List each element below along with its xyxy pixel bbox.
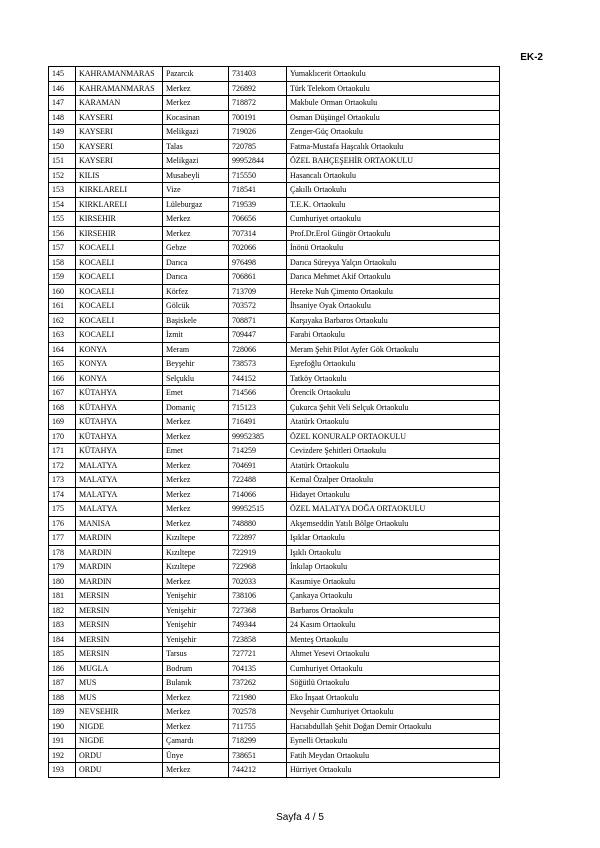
table-row	[49, 589, 500, 604]
school-code-cell: 719026	[229, 125, 287, 140]
province-cell: NEVSEHIR	[76, 705, 163, 720]
school-code-cell: 727721	[229, 647, 287, 662]
district-cell: Darıca	[163, 255, 229, 270]
school-name-cell: Hürriyet Ortaokulu	[287, 763, 500, 778]
district-cell: Talas	[163, 139, 229, 154]
row-number-cell: 184	[49, 632, 76, 647]
school-name-cell: Darıca Süreyya Yalçın Ortaokulu	[287, 255, 500, 270]
table-row	[49, 139, 500, 154]
school-code-cell: 704135	[229, 661, 287, 676]
district-cell: Yenişehir	[163, 632, 229, 647]
school-code-cell: 709447	[229, 328, 287, 343]
table-row	[49, 690, 500, 705]
province-cell: KAHRAMANMARAS	[76, 67, 163, 82]
province-cell: MERSIN	[76, 603, 163, 618]
row-number-cell: 162	[49, 313, 76, 328]
row-number-cell: 181	[49, 589, 76, 604]
school-name-cell: Eko İnşaat Ortaokulu	[287, 690, 500, 705]
row-number-cell: 157	[49, 241, 76, 256]
district-cell: Pazarcık	[163, 67, 229, 82]
school-code-cell: 748880	[229, 516, 287, 531]
table-row	[49, 618, 500, 633]
table-row	[49, 647, 500, 662]
row-number-cell: 145	[49, 67, 76, 82]
province-cell: MUGLA	[76, 661, 163, 676]
district-cell: Merkez	[163, 705, 229, 720]
province-cell: KAYSERI	[76, 125, 163, 140]
table-row	[49, 676, 500, 691]
province-cell: NIGDE	[76, 719, 163, 734]
school-code-cell: 744212	[229, 763, 287, 778]
school-code-cell: 744152	[229, 371, 287, 386]
school-name-cell: Cumhuriyet ortaokulu	[287, 212, 500, 227]
district-cell: Bodrum	[163, 661, 229, 676]
province-cell: MERSIN	[76, 589, 163, 604]
row-number-cell: 160	[49, 284, 76, 299]
school-name-cell: Osman Düşüngel Ortaokulu	[287, 110, 500, 125]
school-name-cell: Barbaros Ortaokulu	[287, 603, 500, 618]
province-cell: MERSIN	[76, 632, 163, 647]
schools-table	[48, 66, 500, 778]
district-cell: Kocasinan	[163, 110, 229, 125]
school-code-cell: 721980	[229, 690, 287, 705]
province-cell: KOCAELI	[76, 284, 163, 299]
province-cell: KOCAELI	[76, 241, 163, 256]
table-row	[49, 603, 500, 618]
district-cell: Meram	[163, 342, 229, 357]
province-cell: KILIS	[76, 168, 163, 183]
district-cell: Yenişehir	[163, 589, 229, 604]
table-row	[49, 632, 500, 647]
school-name-cell: Ahmet Yesevi Ortaokulu	[287, 647, 500, 662]
school-code-cell: 99952844	[229, 154, 287, 169]
school-name-cell: Fatih Meydan Ortaokulu	[287, 748, 500, 763]
table-row	[49, 284, 500, 299]
school-name-cell: Prof.Dr.Erol Güngör Ortaokulu	[287, 226, 500, 241]
province-cell: MANISA	[76, 516, 163, 531]
table-row	[49, 357, 500, 372]
province-cell: MERSIN	[76, 618, 163, 633]
school-name-cell: Çakıllı Ortaokulu	[287, 183, 500, 198]
district-cell: Merkez	[163, 719, 229, 734]
table-row	[49, 371, 500, 386]
table-row	[49, 328, 500, 343]
school-name-cell: Kemal Özalper Ortaokulu	[287, 473, 500, 488]
row-number-cell: 190	[49, 719, 76, 734]
school-code-cell: 714566	[229, 386, 287, 401]
district-cell: Musabeyli	[163, 168, 229, 183]
school-name-cell: Çukurca Şehit Veli Selçuk Ortaokulu	[287, 400, 500, 415]
school-name-cell: Örencik Ortaokulu	[287, 386, 500, 401]
school-code-cell: 714259	[229, 444, 287, 459]
district-cell: Merkez	[163, 458, 229, 473]
school-name-cell: Tatköy Ortaokulu	[287, 371, 500, 386]
table-row	[49, 415, 500, 430]
row-number-cell: 169	[49, 415, 76, 430]
province-cell: KOCAELI	[76, 299, 163, 314]
district-cell: Merkez	[163, 763, 229, 778]
province-cell: KÜTAHYA	[76, 429, 163, 444]
school-name-cell: Zenger-Güç Ortaokulu	[287, 125, 500, 140]
row-number-cell: 173	[49, 473, 76, 488]
table-row	[49, 125, 500, 140]
row-number-cell: 155	[49, 212, 76, 227]
row-number-cell: 180	[49, 574, 76, 589]
row-number-cell: 161	[49, 299, 76, 314]
school-name-cell: Söğütlü Ortaokulu	[287, 676, 500, 691]
table-row	[49, 342, 500, 357]
school-code-cell: 749344	[229, 618, 287, 633]
school-name-cell: Karşıyaka Barbaros Ortaokulu	[287, 313, 500, 328]
province-cell: KAYSERI	[76, 139, 163, 154]
district-cell: Merkez	[163, 212, 229, 227]
province-cell: MALATYA	[76, 473, 163, 488]
province-cell: KIRKLARELI	[76, 197, 163, 212]
table-row	[49, 661, 500, 676]
province-cell: KAHRAMANMARAS	[76, 81, 163, 96]
province-cell: KOCAELI	[76, 270, 163, 285]
school-name-cell: T.E.K. Ortaokulu	[287, 197, 500, 212]
school-code-cell: 716491	[229, 415, 287, 430]
table-row	[49, 560, 500, 575]
district-cell: Ünye	[163, 748, 229, 763]
school-code-cell: 718541	[229, 183, 287, 198]
school-code-cell: 719539	[229, 197, 287, 212]
school-code-cell: 722897	[229, 531, 287, 546]
row-number-cell: 156	[49, 226, 76, 241]
row-number-cell: 186	[49, 661, 76, 676]
table-row	[49, 241, 500, 256]
annex-label: EK-2	[520, 52, 543, 63]
table-row	[49, 183, 500, 198]
school-code-cell: 99952385	[229, 429, 287, 444]
province-cell: ORDU	[76, 763, 163, 778]
province-cell: KIRSEHIR	[76, 212, 163, 227]
district-cell: Merkez	[163, 502, 229, 517]
district-cell: Kızıltepe	[163, 531, 229, 546]
school-code-cell: 702578	[229, 705, 287, 720]
row-number-cell: 148	[49, 110, 76, 125]
school-code-cell: 722968	[229, 560, 287, 575]
school-code-cell: 99952515	[229, 502, 287, 517]
school-name-cell: Makbule Orman Ortaokulu	[287, 96, 500, 111]
school-name-cell: İnkılap Ortaokulu	[287, 560, 500, 575]
province-cell: MARDIN	[76, 574, 163, 589]
district-cell: Merkez	[163, 429, 229, 444]
district-cell: Merkez	[163, 690, 229, 705]
table-row	[49, 81, 500, 96]
school-code-cell: 703572	[229, 299, 287, 314]
table-row	[49, 197, 500, 212]
school-name-cell: ÖZEL BAHÇEŞEHİR ORTAOKULU	[287, 154, 500, 169]
row-number-cell: 179	[49, 560, 76, 575]
province-cell: KOCAELI	[76, 255, 163, 270]
table-row	[49, 748, 500, 763]
row-number-cell: 150	[49, 139, 76, 154]
district-cell: Gölcük	[163, 299, 229, 314]
school-name-cell: Çankaya Ortaokulu	[287, 589, 500, 604]
row-number-cell: 183	[49, 618, 76, 633]
row-number-cell: 159	[49, 270, 76, 285]
table-row	[49, 574, 500, 589]
row-number-cell: 171	[49, 444, 76, 459]
district-cell: Merkez	[163, 226, 229, 241]
province-cell: MARDIN	[76, 531, 163, 546]
district-cell: Emet	[163, 386, 229, 401]
school-code-cell: 728066	[229, 342, 287, 357]
school-name-cell: Cumhuriyet Ortaokulu	[287, 661, 500, 676]
province-cell: KIRKLARELI	[76, 183, 163, 198]
province-cell: ORDU	[76, 748, 163, 763]
school-code-cell: 707314	[229, 226, 287, 241]
row-number-cell: 165	[49, 357, 76, 372]
row-number-cell: 182	[49, 603, 76, 618]
province-cell: MUS	[76, 690, 163, 705]
school-code-cell: 726892	[229, 81, 287, 96]
table-row	[49, 516, 500, 531]
school-code-cell: 718872	[229, 96, 287, 111]
province-cell: KÜTAHYA	[76, 386, 163, 401]
table-row	[49, 734, 500, 749]
school-name-cell: Atatürk Ortaokulu	[287, 458, 500, 473]
school-name-cell: Işıklar Ortaokulu	[287, 531, 500, 546]
school-code-cell: 708871	[229, 313, 287, 328]
school-name-cell: Atatürk Ortaokulu	[287, 415, 500, 430]
province-cell: KÜTAHYA	[76, 400, 163, 415]
table-row	[49, 270, 500, 285]
school-name-cell: Işıklı Ortaokulu	[287, 545, 500, 560]
row-number-cell: 158	[49, 255, 76, 270]
district-cell: Körfez	[163, 284, 229, 299]
row-number-cell: 187	[49, 676, 76, 691]
district-cell: Merkez	[163, 516, 229, 531]
row-number-cell: 168	[49, 400, 76, 415]
school-code-cell: 976498	[229, 255, 287, 270]
province-cell: KONYA	[76, 357, 163, 372]
province-cell: KOCAELI	[76, 328, 163, 343]
row-number-cell: 188	[49, 690, 76, 705]
district-cell: Merkez	[163, 487, 229, 502]
table-row	[49, 705, 500, 720]
schools-table-body	[49, 67, 500, 778]
province-cell: KARAMAN	[76, 96, 163, 111]
school-name-cell: Kasımiye Ortaokulu	[287, 574, 500, 589]
table-row	[49, 545, 500, 560]
district-cell: İzmit	[163, 328, 229, 343]
province-cell: KONYA	[76, 342, 163, 357]
row-number-cell: 167	[49, 386, 76, 401]
province-cell: KOCAELI	[76, 313, 163, 328]
province-cell: MALATYA	[76, 458, 163, 473]
row-number-cell: 185	[49, 647, 76, 662]
school-name-cell: Eşrefoğlu Ortaokulu	[287, 357, 500, 372]
district-cell: Kızıltepe	[163, 560, 229, 575]
district-cell: Kızıltepe	[163, 545, 229, 560]
row-number-cell: 191	[49, 734, 76, 749]
row-number-cell: 163	[49, 328, 76, 343]
province-cell: KAYSERI	[76, 110, 163, 125]
row-number-cell: 177	[49, 531, 76, 546]
table-row	[49, 429, 500, 444]
province-cell: MERSIN	[76, 647, 163, 662]
row-number-cell: 189	[49, 705, 76, 720]
school-name-cell: Akşemseddin Yatılı Bölge Ortaokulu	[287, 516, 500, 531]
school-name-cell: Yumaklıcerit Ortaokulu	[287, 67, 500, 82]
province-cell: KÜTAHYA	[76, 444, 163, 459]
school-name-cell: Menteş Ortaokulu	[287, 632, 500, 647]
province-cell: KÜTAHYA	[76, 415, 163, 430]
province-cell: MARDIN	[76, 545, 163, 560]
school-code-cell: 722488	[229, 473, 287, 488]
school-code-cell: 715550	[229, 168, 287, 183]
school-code-cell: 711755	[229, 719, 287, 734]
table-row	[49, 502, 500, 517]
district-cell: Bulanık	[163, 676, 229, 691]
district-cell: Yenişehir	[163, 603, 229, 618]
school-name-cell: Hasancalı Ortaokulu	[287, 168, 500, 183]
school-code-cell: 713709	[229, 284, 287, 299]
table-row	[49, 226, 500, 241]
school-name-cell: Fatma-Mustafa Haşcalık Ortaokulu	[287, 139, 500, 154]
row-number-cell: 147	[49, 96, 76, 111]
district-cell: Merkez	[163, 574, 229, 589]
province-cell: MUS	[76, 676, 163, 691]
province-cell: MARDIN	[76, 560, 163, 575]
table-row	[49, 719, 500, 734]
province-cell: KIRSEHIR	[76, 226, 163, 241]
row-number-cell: 175	[49, 502, 76, 517]
school-code-cell: 727368	[229, 603, 287, 618]
row-number-cell: 153	[49, 183, 76, 198]
table-row	[49, 313, 500, 328]
school-name-cell: Eynelli Ortaokulu	[287, 734, 500, 749]
district-cell: Melikgazi	[163, 125, 229, 140]
school-name-cell: ÖZEL KONURALP ORTAOKULU	[287, 429, 500, 444]
school-name-cell: 24 Kasım Ortaokulu	[287, 618, 500, 633]
school-name-cell: Hereke Nuh Çimento Ortaokulu	[287, 284, 500, 299]
row-number-cell: 166	[49, 371, 76, 386]
table-row	[49, 458, 500, 473]
table-row	[49, 67, 500, 82]
school-name-cell: Hacıabdullah Şehit Doğan Demir Ortaokulu	[287, 719, 500, 734]
province-cell: NIGDE	[76, 734, 163, 749]
district-cell: Selçuklu	[163, 371, 229, 386]
table-row	[49, 168, 500, 183]
district-cell: Emet	[163, 444, 229, 459]
district-cell: Merkez	[163, 81, 229, 96]
table-row	[49, 96, 500, 111]
row-number-cell: 193	[49, 763, 76, 778]
table-row	[49, 212, 500, 227]
school-code-cell: 722919	[229, 545, 287, 560]
district-cell: Darıca	[163, 270, 229, 285]
school-code-cell: 718299	[229, 734, 287, 749]
school-code-cell: 702033	[229, 574, 287, 589]
district-cell: Merkez	[163, 473, 229, 488]
school-code-cell: 720785	[229, 139, 287, 154]
table-row	[49, 400, 500, 415]
school-code-cell: 706656	[229, 212, 287, 227]
district-cell: Lüleburgaz	[163, 197, 229, 212]
school-code-cell: 731403	[229, 67, 287, 82]
school-code-cell: 714066	[229, 487, 287, 502]
table-row	[49, 154, 500, 169]
table-row	[49, 299, 500, 314]
row-number-cell: 174	[49, 487, 76, 502]
table-row	[49, 531, 500, 546]
district-cell: Başiskele	[163, 313, 229, 328]
page-number: Sayfa 4 / 5	[276, 812, 324, 823]
school-name-cell: Hidayet Ortaokulu	[287, 487, 500, 502]
school-code-cell: 702066	[229, 241, 287, 256]
district-cell: Vize	[163, 183, 229, 198]
school-code-cell: 715123	[229, 400, 287, 415]
school-name-cell: Meram Şehit Pilot Ayfer Gök Ortaokulu	[287, 342, 500, 357]
school-name-cell: Türk Telekom Ortaokulu	[287, 81, 500, 96]
table-row	[49, 110, 500, 125]
district-cell: Tarsus	[163, 647, 229, 662]
school-code-cell: 738106	[229, 589, 287, 604]
row-number-cell: 172	[49, 458, 76, 473]
school-code-cell: 704691	[229, 458, 287, 473]
district-cell: Yenişehir	[163, 618, 229, 633]
school-code-cell: 737262	[229, 676, 287, 691]
school-code-cell: 738651	[229, 748, 287, 763]
province-cell: MALATYA	[76, 487, 163, 502]
row-number-cell: 170	[49, 429, 76, 444]
table-row	[49, 473, 500, 488]
district-cell: Merkez	[163, 96, 229, 111]
row-number-cell: 176	[49, 516, 76, 531]
school-name-cell: İnönü Ortaokulu	[287, 241, 500, 256]
district-cell: Melikgazi	[163, 154, 229, 169]
school-name-cell: Cevizdere Şehitleri Ortaokulu	[287, 444, 500, 459]
table-row	[49, 386, 500, 401]
school-name-cell: Farabi Ortaokulu	[287, 328, 500, 343]
row-number-cell: 164	[49, 342, 76, 357]
district-cell: Merkez	[163, 415, 229, 430]
province-cell: KONYA	[76, 371, 163, 386]
district-cell: Gebze	[163, 241, 229, 256]
school-code-cell: 738573	[229, 357, 287, 372]
row-number-cell: 192	[49, 748, 76, 763]
row-number-cell: 149	[49, 125, 76, 140]
province-cell: KAYSERI	[76, 154, 163, 169]
province-cell: MALATYA	[76, 502, 163, 517]
district-cell: Çamardı	[163, 734, 229, 749]
school-code-cell: 706861	[229, 270, 287, 285]
table-row	[49, 763, 500, 778]
school-name-cell: Darıca Mehmet Akif Ortaokulu	[287, 270, 500, 285]
row-number-cell: 151	[49, 154, 76, 169]
school-name-cell: ÖZEL MALATYA DOĞA ORTAOKULU	[287, 502, 500, 517]
school-code-cell: 700191	[229, 110, 287, 125]
row-number-cell: 178	[49, 545, 76, 560]
school-name-cell: Nevşehir Cumhuriyet Ortaokulu	[287, 705, 500, 720]
table-row	[49, 487, 500, 502]
row-number-cell: 154	[49, 197, 76, 212]
table-row	[49, 255, 500, 270]
table-row	[49, 444, 500, 459]
school-code-cell: 723858	[229, 632, 287, 647]
row-number-cell: 146	[49, 81, 76, 96]
district-cell: Beyşehir	[163, 357, 229, 372]
district-cell: Domaniç	[163, 400, 229, 415]
row-number-cell: 152	[49, 168, 76, 183]
school-name-cell: İhsaniye Oyak Ortaokulu	[287, 299, 500, 314]
